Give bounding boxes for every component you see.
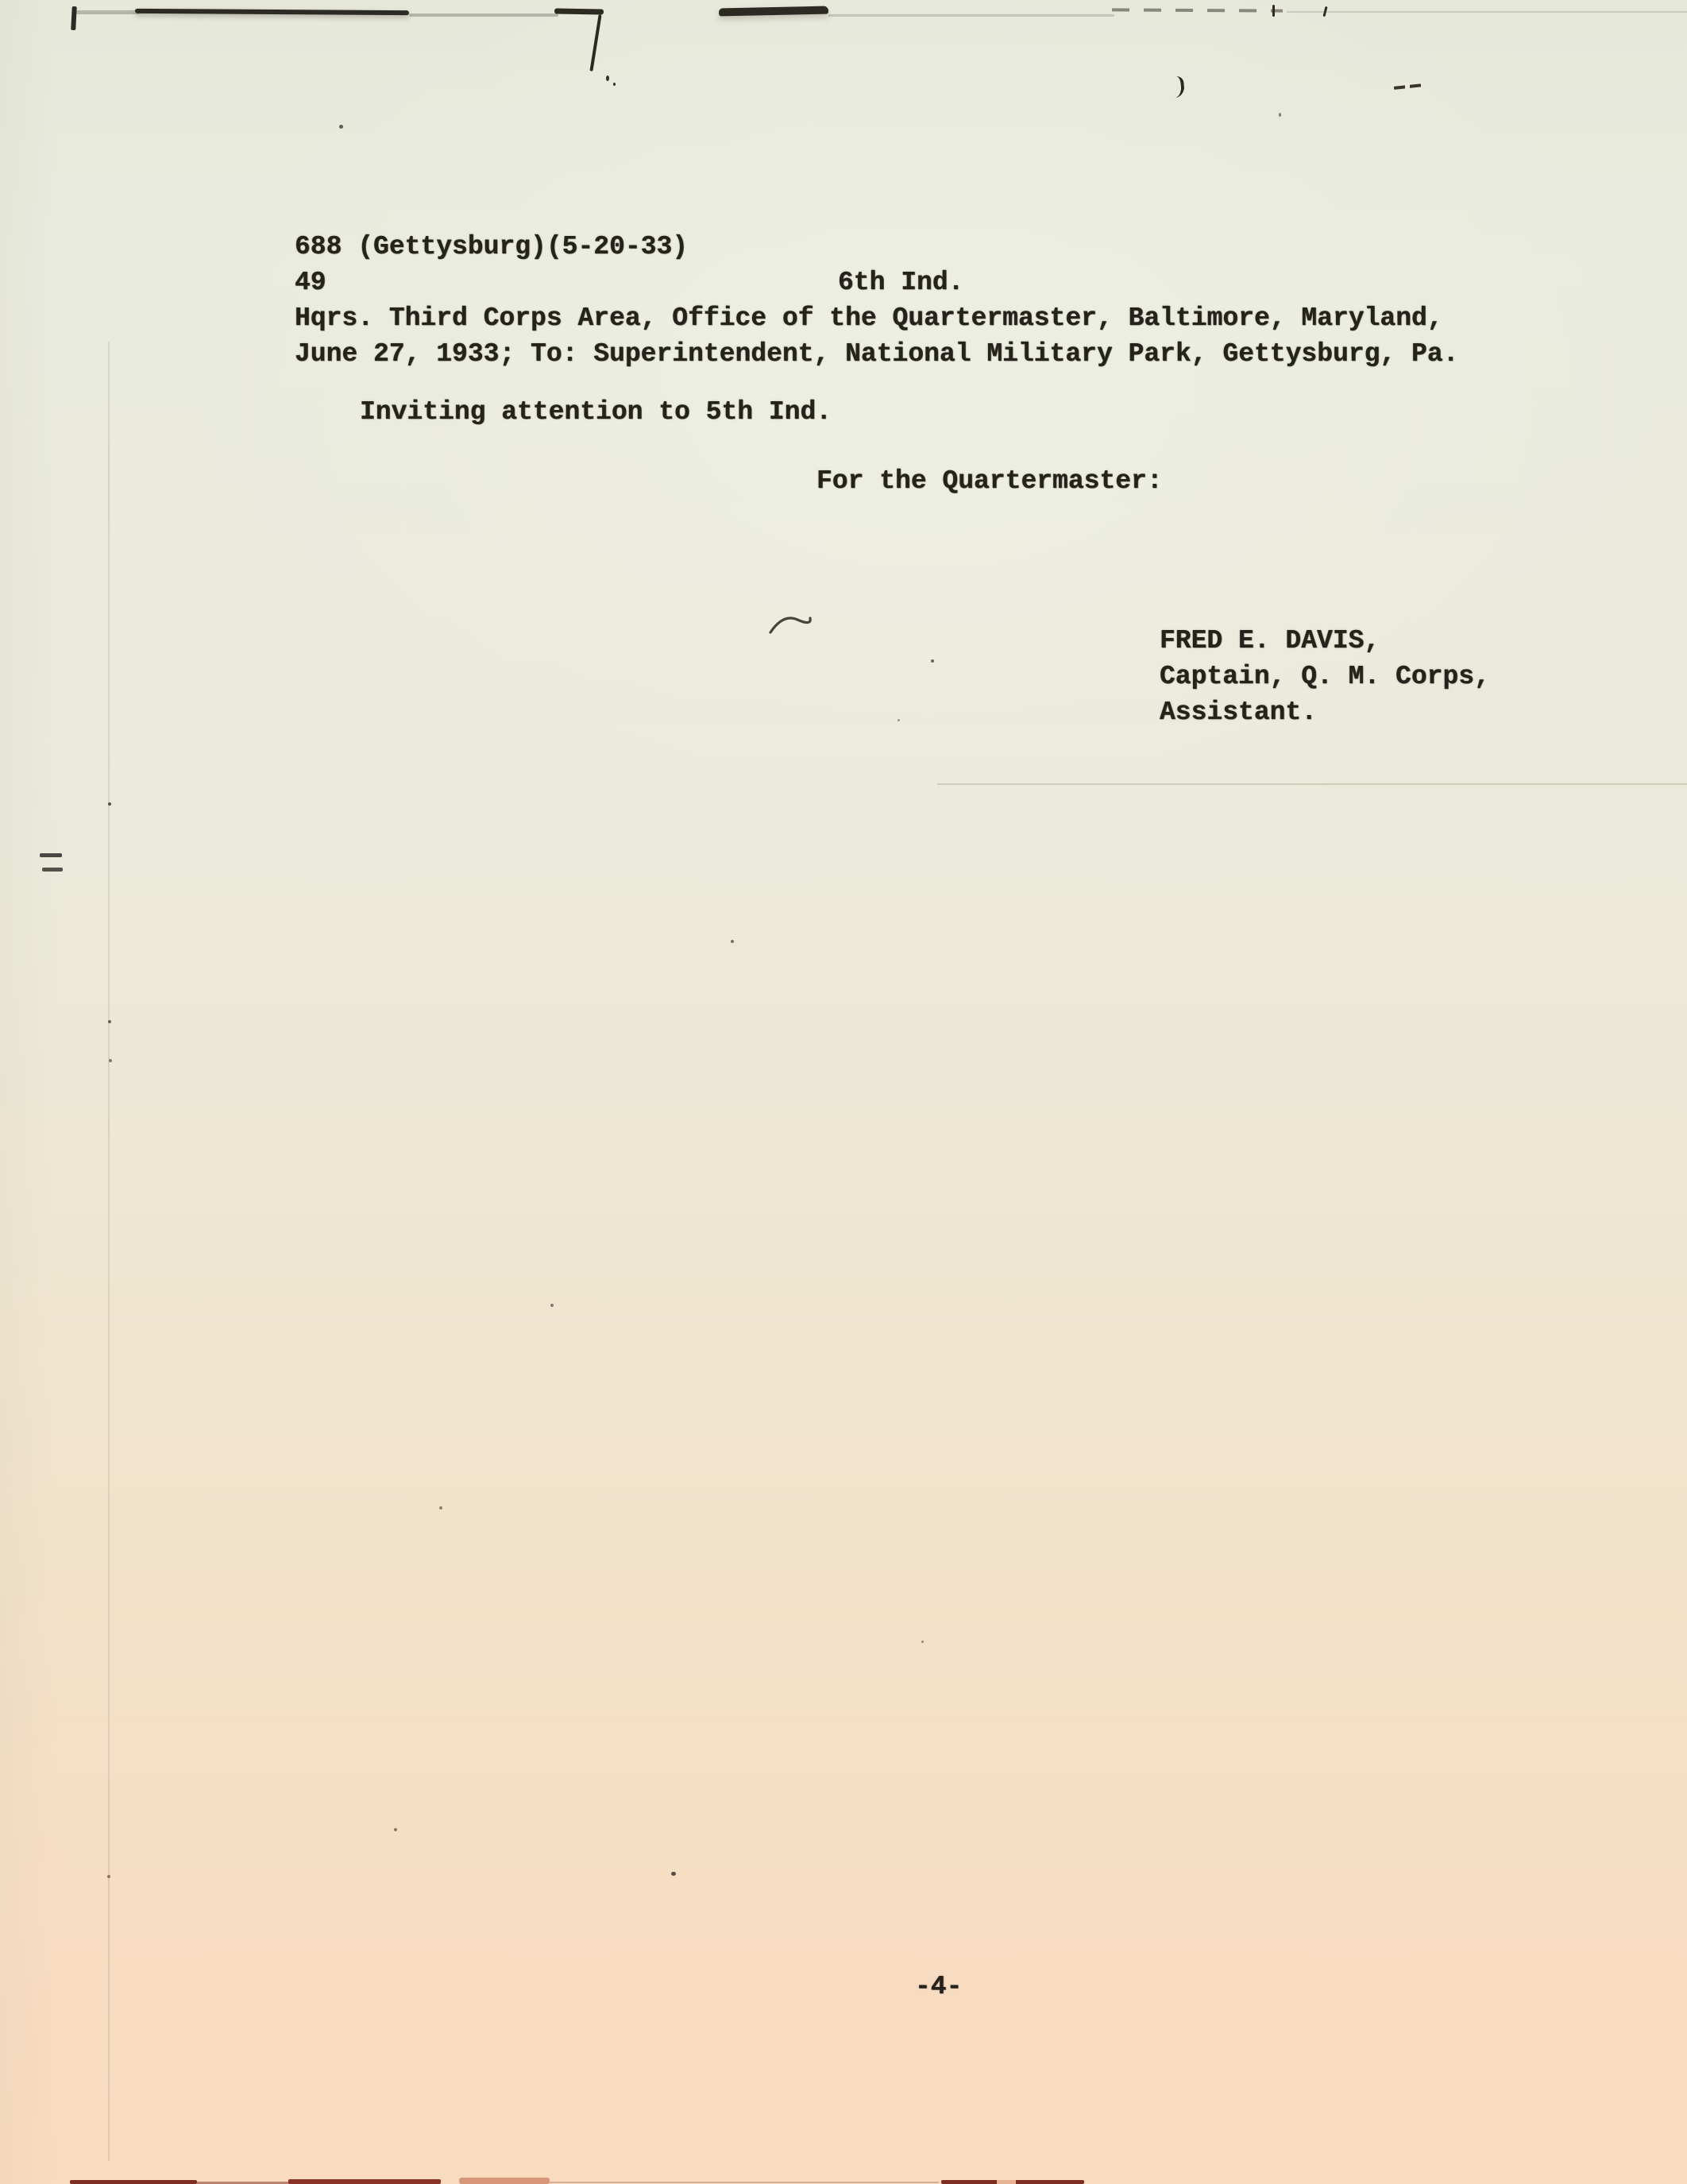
paren-scratch-mark <box>1172 75 1186 98</box>
closing-line: For the Quartermaster: <box>816 466 1163 496</box>
left-edge-dash-1 <box>40 853 62 857</box>
body-line: Inviting attention to 5th Ind. <box>360 397 832 427</box>
page-number: -4- <box>915 1972 963 2001</box>
torn-edge-diagonal-tick <box>589 14 601 72</box>
torn-edge-line-left <box>135 9 409 15</box>
scan-speck <box>898 719 900 721</box>
torn-edge-faint-far-right <box>1287 11 1687 13</box>
scan-speck <box>108 1020 111 1023</box>
bottom-edge-salmon-mark <box>459 2178 550 2184</box>
torn-edge-tick-left <box>71 6 77 30</box>
scan-speck <box>671 1872 676 1876</box>
torn-edge-smear <box>76 10 140 14</box>
file-number: 49 <box>295 268 326 297</box>
scan-speck <box>394 1828 397 1831</box>
torn-edge-line-gap <box>409 14 558 17</box>
bottom-edge-bright-gap <box>997 2180 1016 2184</box>
scan-speck <box>550 1304 554 1307</box>
bottom-edge-red-faint <box>550 2182 939 2183</box>
torn-edge-tick-right-1 <box>1272 5 1275 17</box>
torn-edge-faint-right <box>828 14 1114 17</box>
signature-rank: Captain, Q. M. Corps, <box>1160 662 1490 691</box>
signature-title: Assistant. <box>1160 698 1318 727</box>
file-reference-line: 688 (Gettysburg)(5-20-33) <box>295 232 689 261</box>
pencil-squiggle <box>769 612 813 637</box>
signature-name: FRED E. DAVIS, <box>1160 626 1380 655</box>
scan-speck <box>1279 113 1281 117</box>
scan-speck <box>606 75 609 81</box>
torn-edge-dashes-right <box>1112 8 1283 12</box>
origin-address-line-2: June 27, 1933; To: Superintendent, National Military Park, Gettysburg, Pa. <box>295 339 1459 369</box>
scan-speck <box>108 802 111 806</box>
scan-speck <box>931 659 934 663</box>
fold-line-right <box>937 783 1687 785</box>
bottom-edge-red-mark <box>288 2179 441 2184</box>
vertical-crease-left <box>108 342 110 2161</box>
left-edge-dash-2 <box>42 868 63 872</box>
scan-speck <box>107 1875 110 1878</box>
scan-speck <box>731 940 734 943</box>
scan-speck <box>439 1506 442 1509</box>
torn-edge-segment-center <box>719 6 828 17</box>
torn-edge-line-mid <box>554 8 604 14</box>
bottom-edge-red-mark <box>70 2180 197 2184</box>
scan-speck <box>921 1641 924 1643</box>
origin-address-line-1: Hqrs. Third Corps Area, Office of the Quartermaster, Baltimore, Maryland, <box>295 303 1443 333</box>
endorsement-label: 6th Ind. <box>838 268 964 297</box>
scan-speck <box>109 1059 112 1062</box>
scan-speck <box>613 83 616 86</box>
double-dash-mark <box>1394 83 1423 90</box>
scan-speck <box>339 125 343 129</box>
